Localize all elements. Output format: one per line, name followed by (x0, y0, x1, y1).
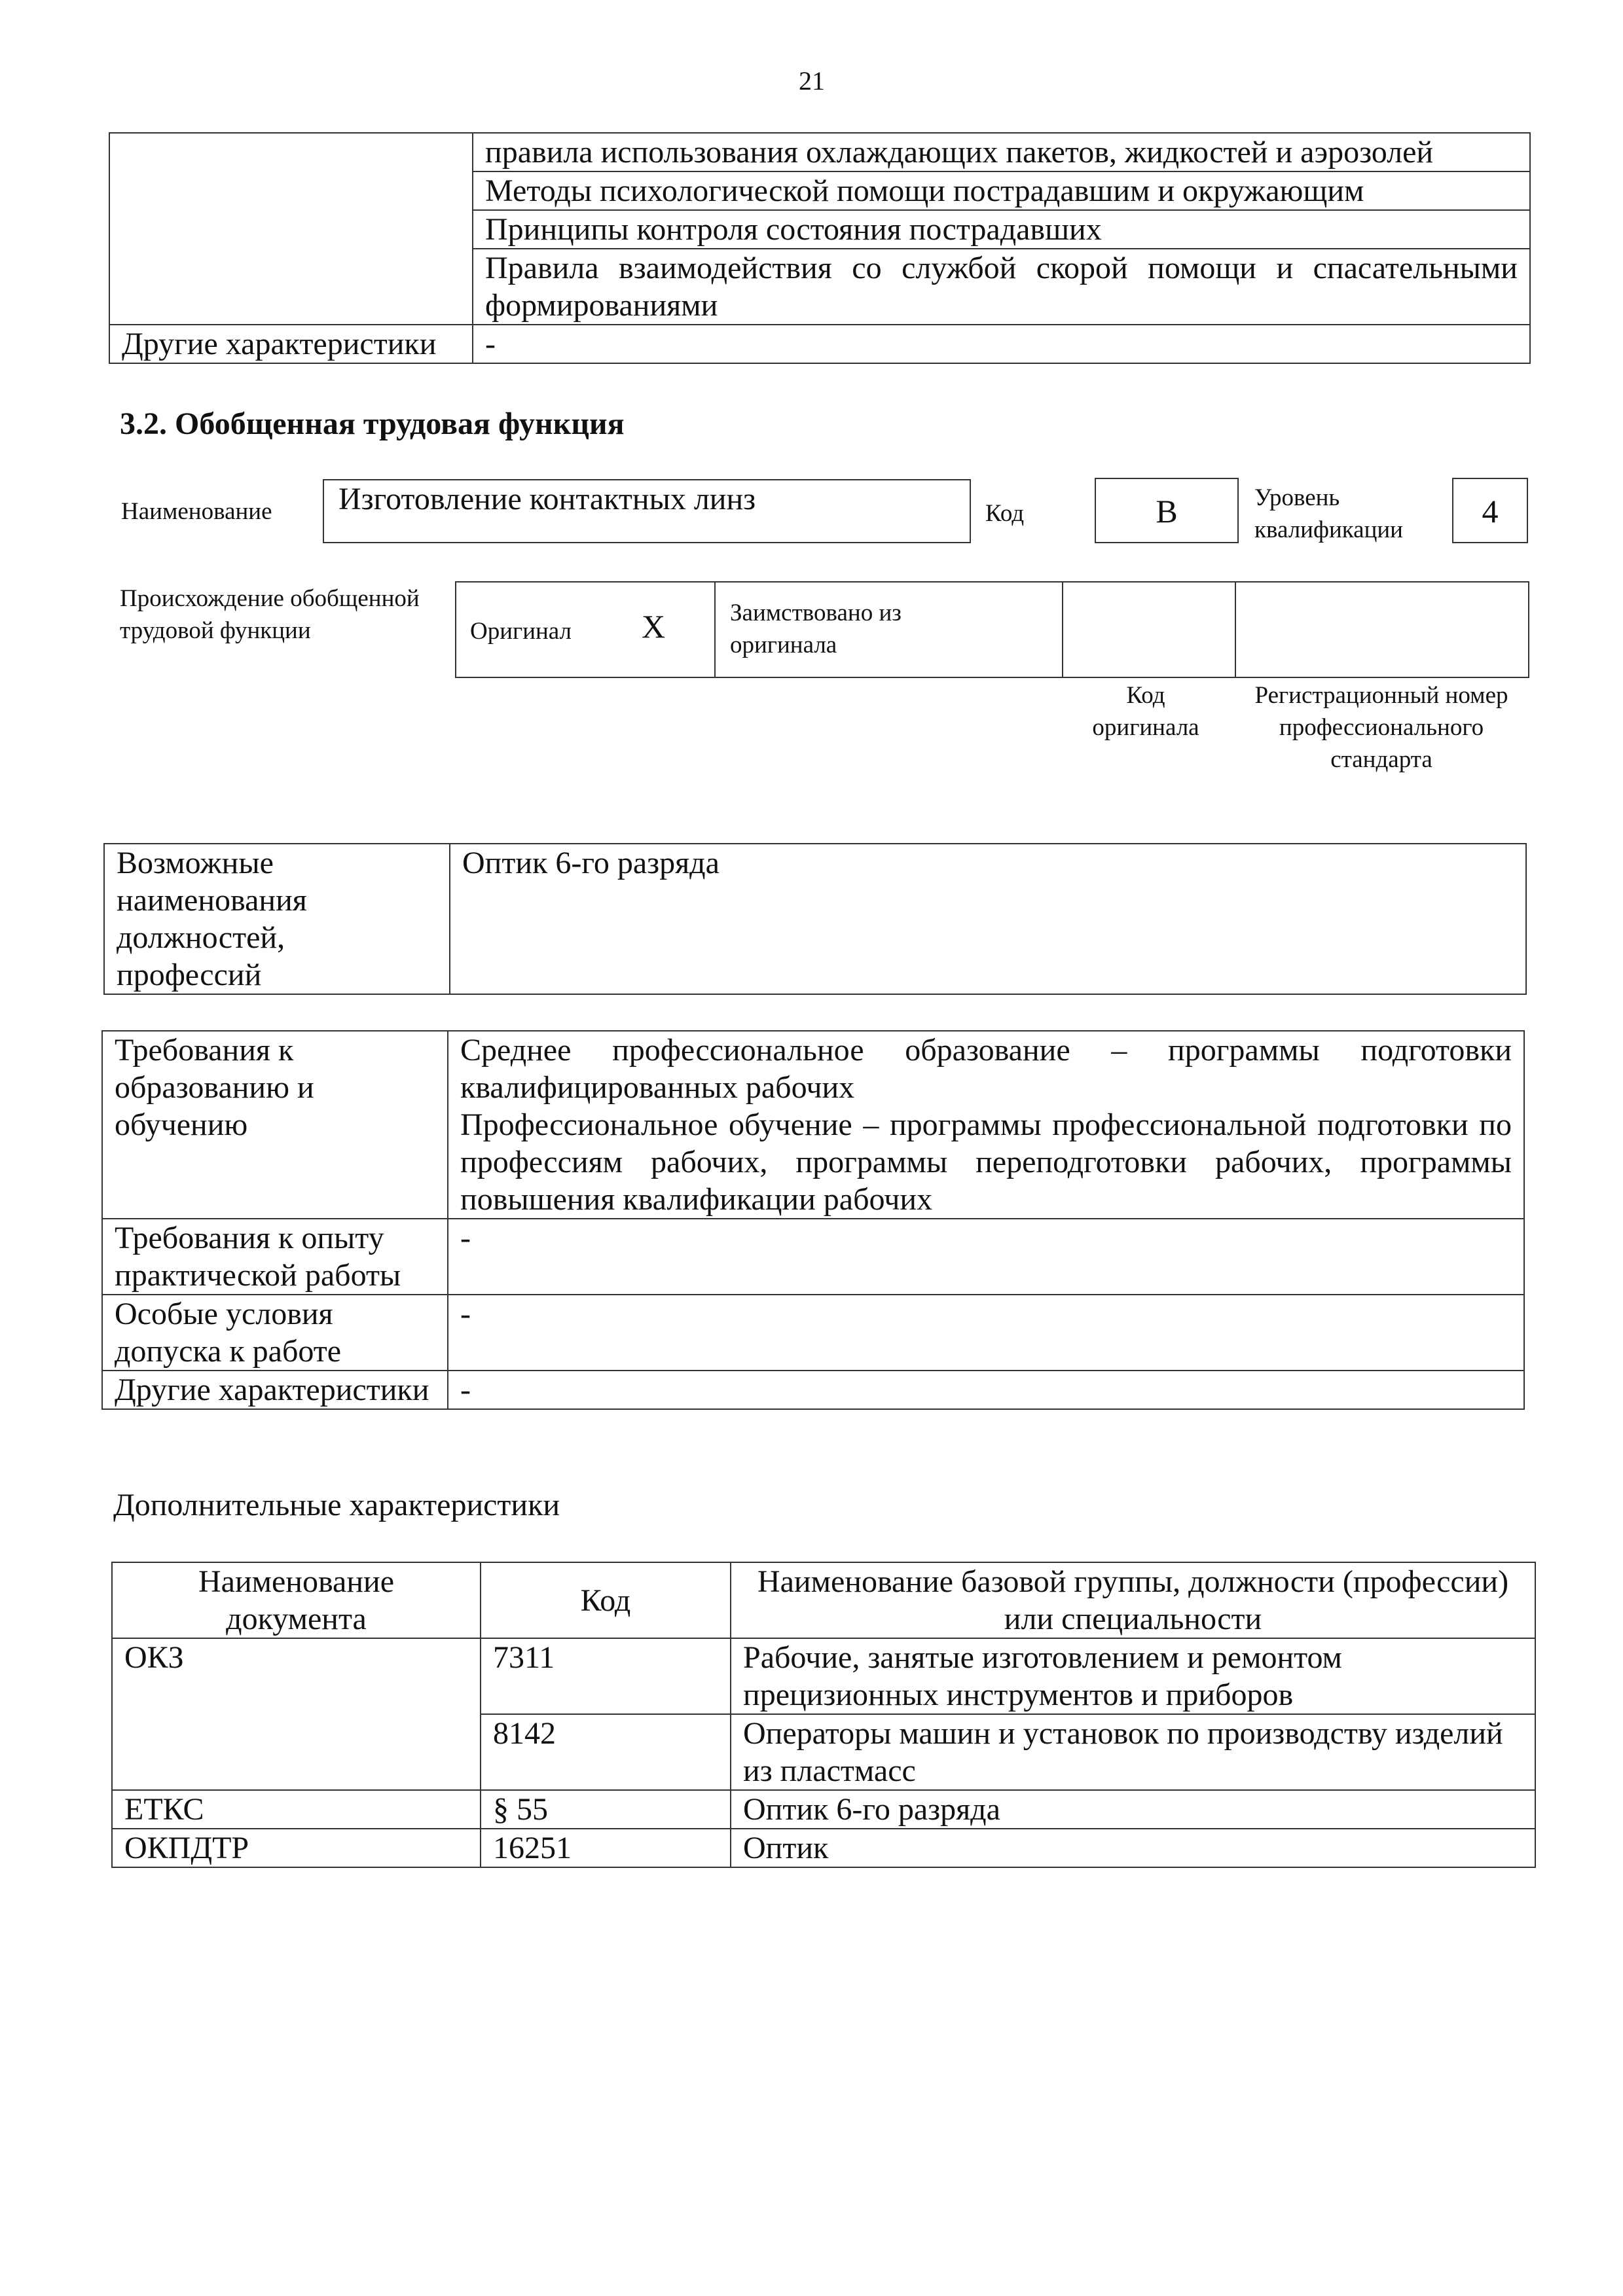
requirements-table (101, 1030, 1525, 1410)
page-number: 21 (799, 66, 825, 96)
education-value (448, 1031, 1524, 1219)
name-label: Наименование (121, 498, 272, 525)
okpdtr-doc: ОКПДТР (112, 1829, 481, 1867)
origin-divider-1 (714, 581, 716, 678)
original-mark: X (642, 608, 666, 645)
okz-doc: ОКЗ (112, 1638, 481, 1790)
experience-value: - (448, 1219, 1524, 1295)
code-label: Код (985, 500, 1025, 527)
okz-code: 7311 (481, 1638, 731, 1714)
etks-code: § 55 (481, 1790, 731, 1829)
experience-label: Требования к опыту практической работы (102, 1219, 448, 1295)
knowledge-row: правила использования охлаждающих пакетов, жидкостей и аэрозолей (473, 133, 1530, 171)
header-document: Наименование документа (112, 1562, 481, 1638)
etks-doc: ЕТКС (112, 1790, 481, 1829)
req-other-value: - (448, 1371, 1524, 1409)
okpdtr-code: 16251 (481, 1829, 731, 1867)
conditions-label: Особые условия допуска к работе (102, 1295, 448, 1371)
education-paragraph: Среднее профессиональное образование – программы подготовки квалифицированных рабочих (460, 1033, 1512, 1105)
origin-label: Происхождение обобщенной трудовой функции (120, 585, 420, 644)
top-table-empty-cell (109, 133, 473, 325)
level-label: Уровень квалификации (1254, 484, 1403, 543)
origin-table (455, 581, 1529, 678)
top-other-value: - (473, 325, 1530, 363)
level-value: 4 (1482, 493, 1499, 529)
origin-divider-3 (1235, 581, 1236, 678)
section-heading: 3.2. Обобщенная трудовая функция (120, 406, 625, 441)
header-code: Код (481, 1562, 731, 1638)
name-value: Изготовление контактных линз (338, 482, 756, 516)
okz-name: Операторы машин и установок по производству изделий из пластмасс (731, 1714, 1535, 1790)
education-label: Требования к образованию и обучению (102, 1031, 448, 1219)
conditions-value: - (448, 1295, 1524, 1371)
okz-name: Рабочие, занятые изготовлением и ремонтом прецизионных инструментов и приборов (731, 1638, 1535, 1714)
okpdtr-name: Оптик (731, 1829, 1535, 1867)
top-knowledge-table (109, 132, 1531, 364)
additional-table (111, 1562, 1536, 1868)
knowledge-row: Правила взаимодействия со службой скорой помощи и спасательными формированиями (473, 249, 1530, 325)
additional-title: Дополнительные характеристики (113, 1488, 560, 1522)
code-original-caption: Код оригинала (1092, 682, 1199, 741)
positions-label: Возможные наименования должностей, профессий (104, 844, 450, 994)
knowledge-row: Методы психологической помощи пострадавшим и окружающим (473, 171, 1530, 210)
okz-code: 8142 (481, 1714, 731, 1790)
positions-table (103, 843, 1527, 995)
origin-divider-2 (1062, 581, 1063, 678)
etks-name: Оптик 6-го разряда (731, 1790, 1535, 1829)
reg-number-caption: Регистрационный номер профессионального стандарта (1254, 682, 1508, 773)
req-other-label: Другие характеристики (102, 1371, 448, 1409)
original-label: Оригинал (470, 618, 572, 645)
knowledge-row: Принципы контроля состояния пострадавших (473, 210, 1530, 249)
education-paragraph: Профессиональное обучение – программы профессиональной подготовки по профессиям рабочих, программы переподготовки рабочих, программы повышения квалификации рабочих (460, 1107, 1512, 1217)
code-value: B (1156, 493, 1178, 529)
header-group-name: Наименование базовой группы, должности (профессии) или специальности (731, 1562, 1535, 1638)
borrowed-label: Заимствовано из оригинала (730, 600, 902, 658)
positions-value: Оптик 6-го разряда (450, 844, 1526, 994)
top-other-label: Другие характеристики (109, 325, 473, 363)
